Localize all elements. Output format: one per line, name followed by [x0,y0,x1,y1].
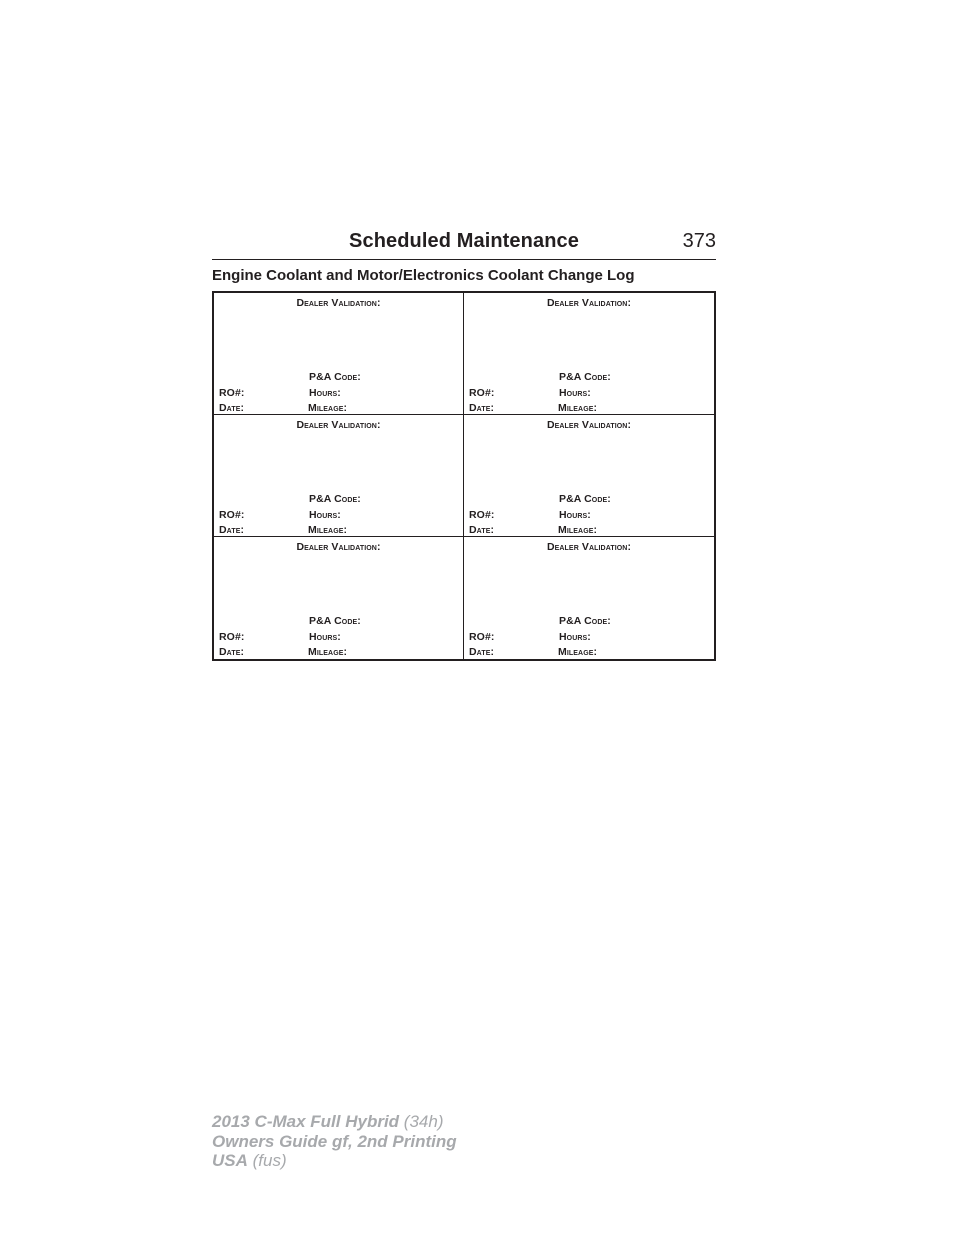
date-label: Date: [469,402,495,414]
mileage-label: Mileage: [558,646,598,658]
ro-number-label: RO#: [219,387,245,399]
hours-label: Hours: [559,387,591,399]
date-label: Date: [469,646,495,658]
ro-number-label: RO#: [469,631,495,643]
log-entry-cell[interactable] [464,537,714,659]
page-header [212,228,716,260]
document-footer [212,1112,457,1171]
dealer-validation-label: Dealer Validation: [296,297,381,309]
page-number: 373 [682,230,716,252]
footer-line-1 [212,1112,457,1132]
pa-code-label: P&A Code: [309,493,361,505]
log-entry-cell[interactable] [464,293,714,415]
hours-label: Hours: [559,631,591,643]
pa-code-label: P&A Code: [559,493,611,505]
ro-number-label: RO#: [469,387,495,399]
dealer-validation-label: Dealer Validation: [546,541,632,553]
section-title: Engine Coolant and Motor/Electronics Coolant Change Log [212,267,635,284]
pa-code-label: P&A Code: [309,371,361,383]
ro-number-label: RO#: [469,509,495,521]
page-title: Scheduled Maintenance [349,230,579,252]
footer-line-2 [212,1132,457,1152]
log-entry-cell[interactable] [214,293,464,415]
date-label: Date: [219,402,245,414]
footer-guide-edition: Owners Guide gf, 2nd Printing [212,1131,457,1151]
hours-label: Hours: [309,509,341,521]
date-label: Date: [219,524,245,536]
hours-label: Hours: [559,509,591,521]
mileage-label: Mileage: [308,646,348,658]
date-label: Date: [469,524,495,536]
log-entry-cell[interactable] [214,537,464,659]
mileage-label: Mileage: [558,524,598,536]
pa-code-label: P&A Code: [559,371,611,383]
footer-market-code: (fus) [252,1151,287,1170]
dealer-validation-label: Dealer Validation: [546,419,632,431]
mileage-label: Mileage: [308,524,348,536]
mileage-label: Mileage: [308,402,348,414]
ro-number-label: RO#: [219,631,245,643]
footer-line-3 [212,1151,457,1171]
dealer-validation-label: Dealer Validation: [296,419,381,431]
coolant-change-log-grid [212,291,716,661]
log-entry-cell[interactable] [214,415,464,537]
date-label: Date: [219,646,245,658]
footer-market: USA [212,1151,248,1170]
mileage-label: Mileage: [558,402,598,414]
dealer-validation-label: Dealer Validation: [546,297,632,309]
hours-label: Hours: [309,387,341,399]
dealer-validation-label: Dealer Validation: [296,541,381,553]
ro-number-label: RO#: [219,509,245,521]
hours-label: Hours: [309,631,341,643]
log-entry-cell[interactable] [464,415,714,537]
pa-code-label: P&A Code: [309,615,361,627]
footer-model-code: (34h) [403,1112,444,1131]
pa-code-label: P&A Code: [559,615,611,627]
footer-model: 2013 C-Max Full Hybrid [212,1112,400,1131]
